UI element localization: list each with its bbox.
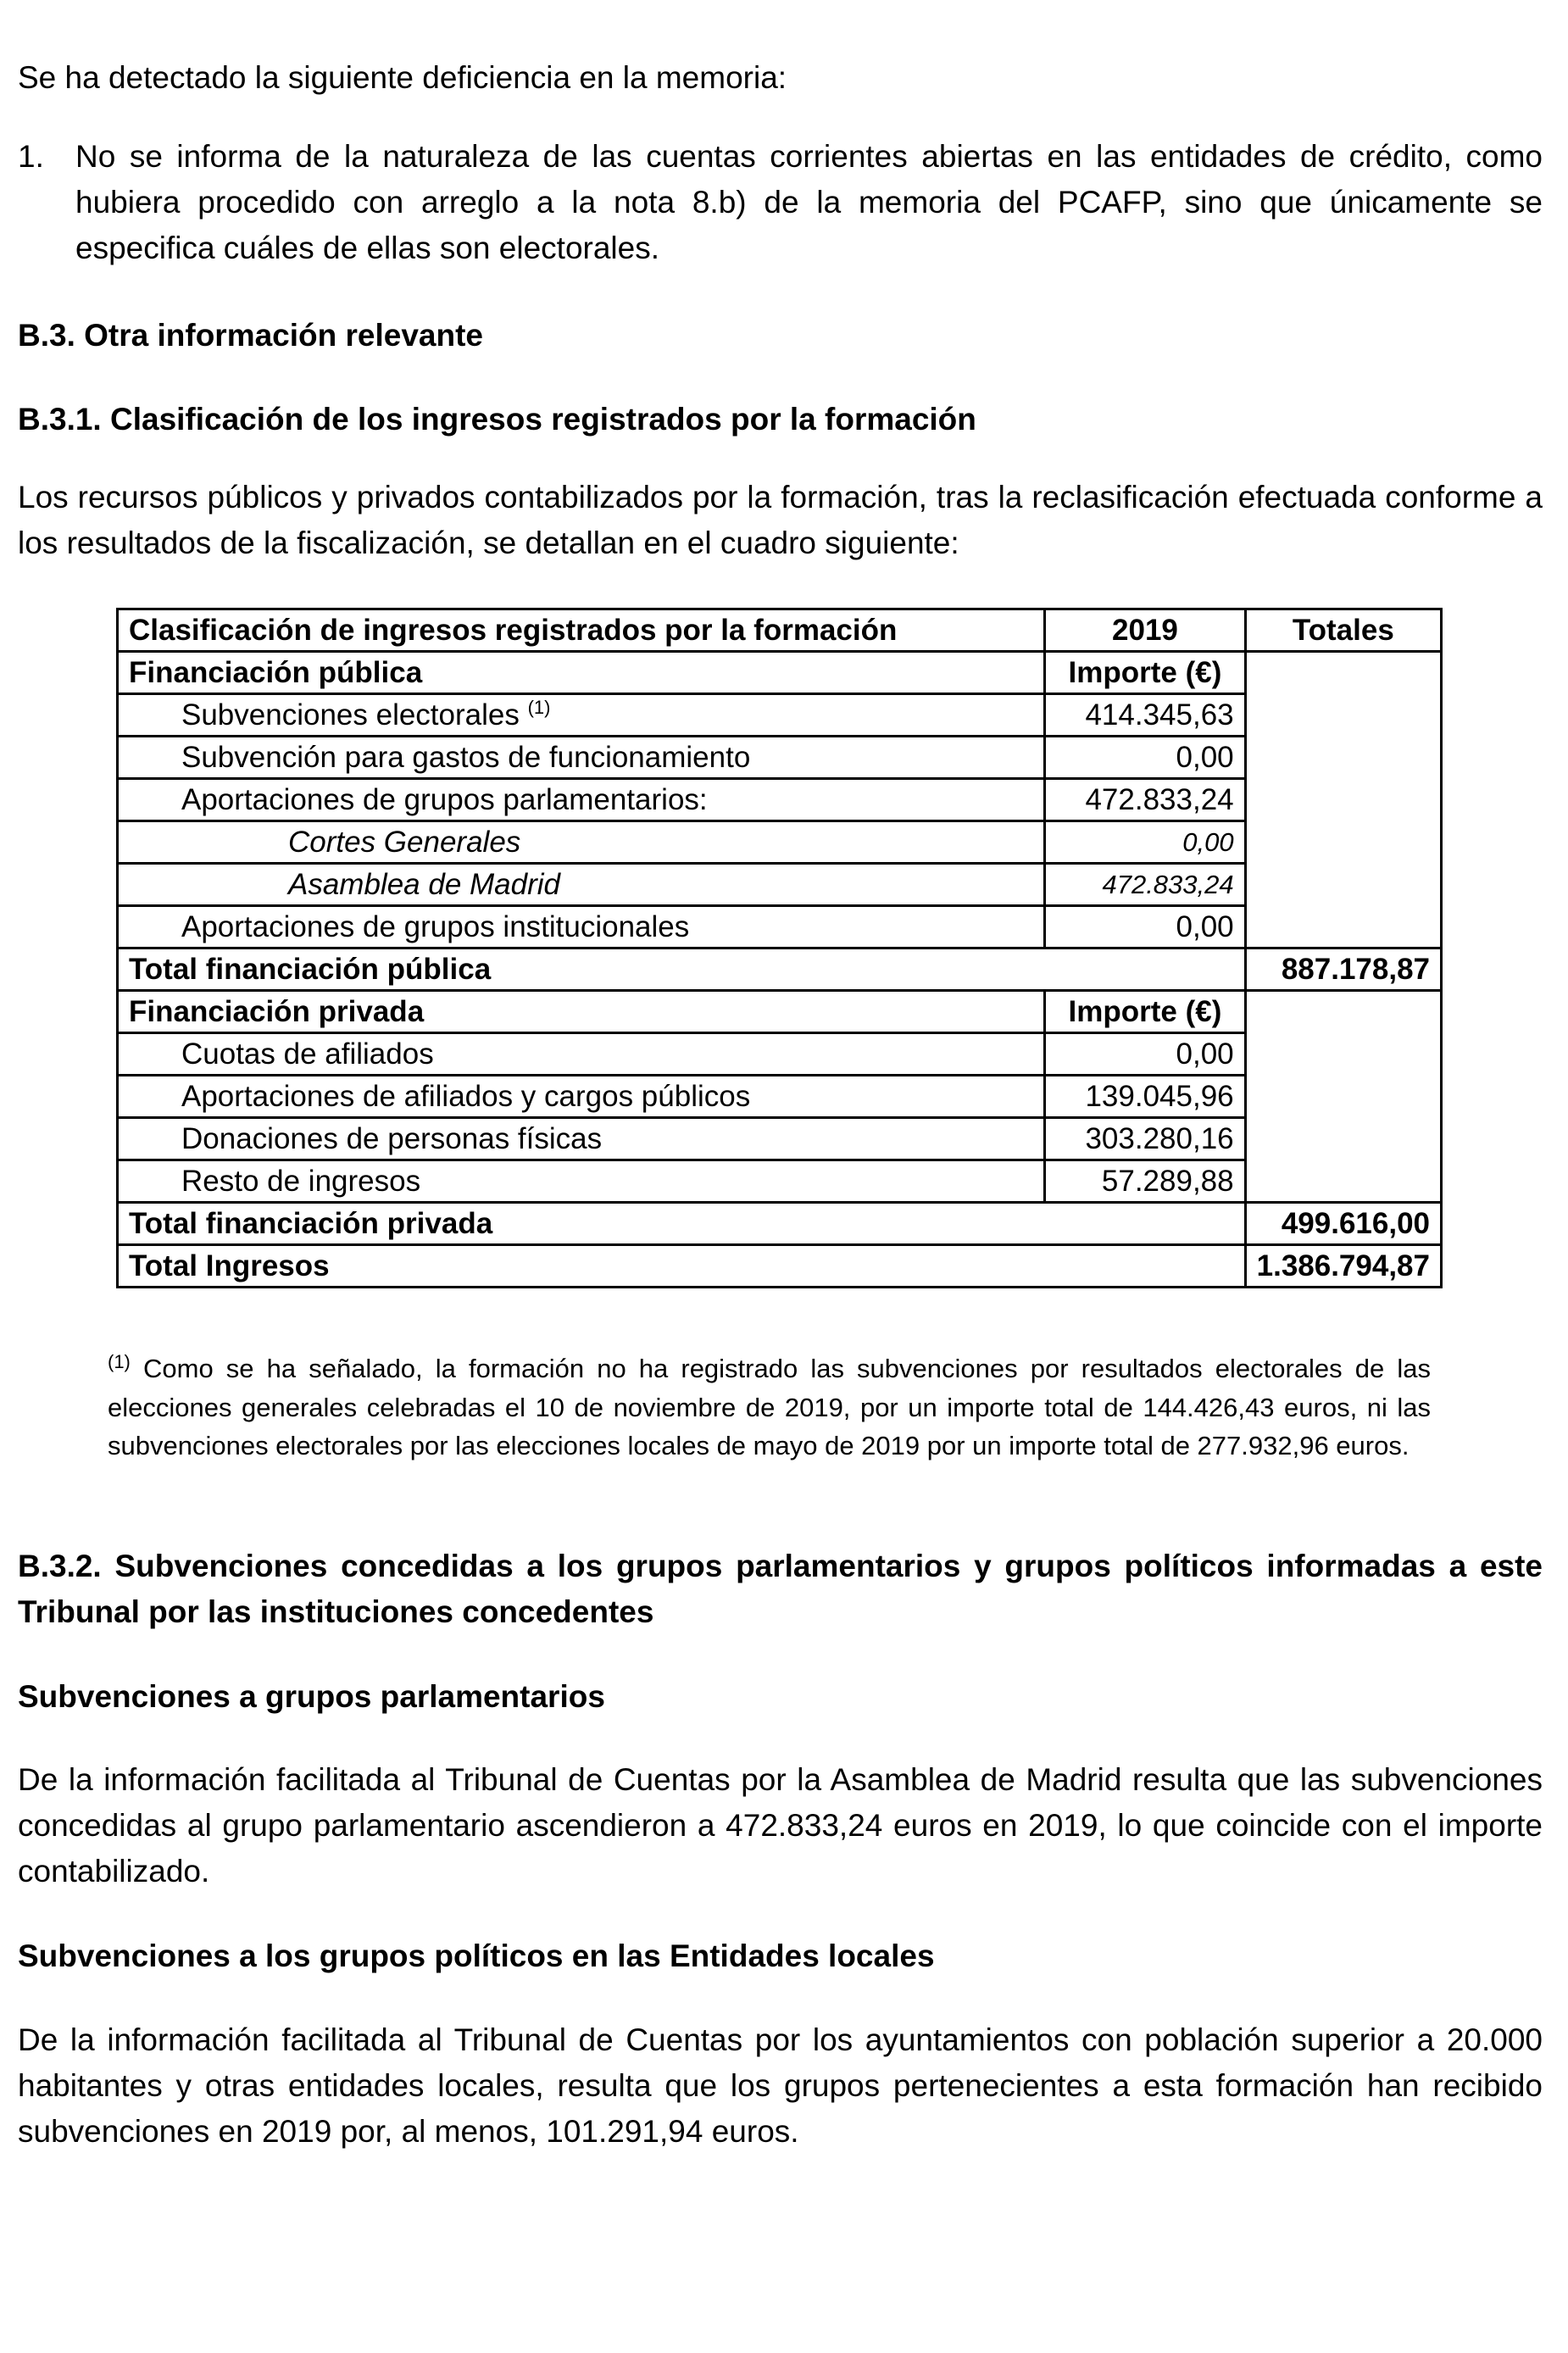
deficiency-list-item [18, 134, 1543, 271]
section-label: Financiación pública [118, 652, 1045, 694]
footnote-text: Como se ha señalado, la formación no ha registrado las subvenciones por resultados electorales de las elecciones generales celebradas el 10 de noviembre de 2019, por un importe total de 144.426,43 euros, ni las subvenciones electorales por las elecciones locales de mayo de 2019 por un importe total de 277.932,96 euros. [108, 1354, 1431, 1460]
total-row-public [118, 948, 1442, 991]
row-label: Donaciones de personas físicas [118, 1118, 1045, 1160]
total-label: Total Ingresos [118, 1245, 1246, 1288]
row-label: Aportaciones de grupos parlamentarios: [118, 779, 1045, 821]
table-row [118, 1118, 1442, 1160]
table-row [118, 906, 1442, 948]
row-label-text: Subvenciones electorales [181, 698, 520, 731]
empty-cell [1245, 991, 1441, 1203]
row-value: 139.045,96 [1045, 1076, 1245, 1118]
heading-b3: B.3. Otra información relevante [18, 318, 484, 353]
column-label: Importe (€) [1045, 652, 1245, 694]
paragraph-b31: Los recursos públicos y privados contabilizados por la formación, tras la reclasificación efectuada conforme a los resultados de la fiscalización, se detallan en el cuadro siguiente: [18, 480, 1543, 560]
table-row [118, 694, 1442, 737]
row-value: 472.833,24 [1045, 779, 1245, 821]
header-cell: Totales [1245, 609, 1441, 652]
row-value: 414.345,63 [1045, 694, 1245, 737]
row-value: 0,00 [1045, 821, 1245, 864]
paragraph-local: De la información facilitada al Tribunal de Cuentas por los ayuntamientos con población superior a 20.000 habitantes y otras entidades locales, resulta que los grupos pertenecientes a esta formación han recibido subvenciones en 2019 por, al menos, 101.291,94 euros. [18, 2022, 1543, 2149]
table-row [118, 821, 1442, 864]
section-row-private [118, 991, 1442, 1033]
table-row [118, 1076, 1442, 1118]
row-label: Aportaciones de grupos institucionales [118, 906, 1045, 948]
header-cell: Clasificación de ingresos registrados por la formación [118, 609, 1045, 652]
table-footnote [108, 1349, 1431, 1466]
row-value: 0,00 [1045, 737, 1245, 779]
row-value: 0,00 [1045, 906, 1245, 948]
list-text: No se informa de la naturaleza de las cuentas corrientes abiertas en las entidades de crédito, como hubiera procedido con arreglo a la nota 8.b) de la memoria del PCAFP, sino que únicamente se especifica cuáles de ellas son electorales. [75, 139, 1543, 265]
row-label: Subvención para gastos de funcionamiento [118, 737, 1045, 779]
row-label: Aportaciones de afiliados y cargos públicos [118, 1076, 1045, 1118]
row-label: Resto de ingresos [118, 1160, 1045, 1203]
paragraph-parliamentary: De la información facilitada al Tribunal de Cuentas por la Asamblea de Madrid resulta que las subvenciones concedidas al grupo parlamentario ascendieron a 472.833,24 euros en 2019, lo que coincide con el importe contabilizado. [18, 1762, 1543, 1889]
total-value: 499.616,00 [1245, 1203, 1441, 1245]
table-row [118, 737, 1442, 779]
heading-parliamentary: Subvenciones a grupos parlamentarios [18, 1679, 605, 1714]
row-value: 57.289,88 [1045, 1160, 1245, 1203]
row-value: 303.280,16 [1045, 1118, 1245, 1160]
table-row [118, 1033, 1442, 1076]
intro-text: Se ha detectado la siguiente deficiencia en la memoria: [18, 60, 787, 95]
total-label: Total financiación privada [118, 1203, 1246, 1245]
row-label: Cortes Generales [118, 821, 1045, 864]
heading-local: Subvenciones a los grupos políticos en las Entidades locales [18, 1939, 935, 1973]
footnote-ref: (1) [527, 697, 551, 718]
empty-cell [1245, 652, 1441, 948]
row-value: 472.833,24 [1045, 864, 1245, 906]
section-row-public [118, 652, 1442, 694]
list-number: 1. [18, 139, 44, 174]
table-row [118, 779, 1442, 821]
intro-paragraph [18, 55, 1543, 101]
heading-b32: B.3.2. Subvenciones concedidas a los grupos parlamentarios y grupos políticos informadas a este Tribunal por las instituciones concedentes [18, 1549, 1543, 1629]
table-row [118, 1160, 1442, 1203]
row-label: Cuotas de afiliados [118, 1033, 1045, 1076]
total-label: Total financiación pública [118, 948, 1246, 991]
total-value: 1.386.794,87 [1245, 1245, 1441, 1288]
heading-b31: B.3.1. Clasificación de los ingresos registrados por la formación [18, 402, 976, 437]
row-value: 0,00 [1045, 1033, 1245, 1076]
grand-total-row [118, 1245, 1442, 1288]
total-row-private [118, 1203, 1442, 1245]
income-table [116, 608, 1443, 1288]
row-label: Asamblea de Madrid [118, 864, 1045, 906]
table-header-row [118, 609, 1442, 652]
row-label [118, 694, 1045, 737]
footnote-mark: (1) [108, 1351, 131, 1372]
table-row [118, 864, 1442, 906]
section-label: Financiación privada [118, 991, 1045, 1033]
column-label: Importe (€) [1045, 991, 1245, 1033]
total-value: 887.178,87 [1245, 948, 1441, 991]
header-cell: 2019 [1045, 609, 1245, 652]
